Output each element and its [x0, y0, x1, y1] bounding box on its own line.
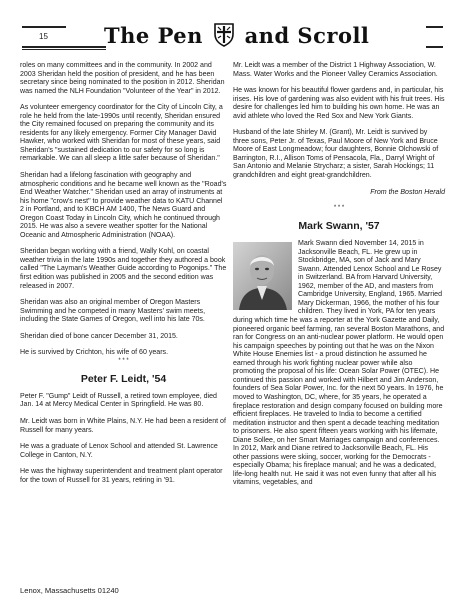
leidt-paragraph: He was the highway superintendent and treatment plant operator for the town of Russell for 31 years, retiring in '91. — [20, 468, 223, 484]
leidt-paragraph: He was known for his beautiful flower gardens and, in particular, his irises. His love of gardening was also evident with his fruit trees. His desire for challenges led him to building his own home. He was an avid athlete who loved the Red Sox and New York Giants. — [233, 87, 445, 120]
leidt-paragraph: He was a graduate of Lenox School and attended St. Lawrence College in Canton, N.Y. — [20, 443, 218, 459]
sheridan-paragraph: roles on many committees and in the community. In 2002 and 2003 Sheridan held the position of president, and he has been secretary since being nominated to the position in 2012. Sheridan was named the NLH Foundation "Volunteer of the Year" in 2012. — [20, 62, 225, 95]
masthead-rule-bottom-left-thin — [22, 49, 106, 50]
section-separator: * * * — [333, 205, 345, 212]
source-credit: From the Boston Herald — [370, 188, 445, 196]
page-number: 15 — [39, 32, 48, 41]
masthead-header — [22, 20, 443, 54]
sheridan-paragraph: Sheridan died of bone cancer December 31, 2015. — [20, 332, 178, 340]
obituary-heading-leidt: Peter F. Leidt, '54 — [80, 372, 167, 385]
right-column — [233, 62, 445, 488]
masthead-rule-top-left — [22, 26, 66, 28]
sheridan-paragraph: As volunteer emergency coordinator for the City of Lincoln City, a role he held from the late-1990s until recently, Sheridan ensured the City remained focused on preparing the community and its residents for any likely emergency. Former City Manager David Hawker, who worked with Sheridan for most of these years, said Sheridan's "sustained dedication to our safety for so long is remarkable. We can all sleep a little safer because of Sheridan." — [20, 104, 223, 163]
portrait-photo — [233, 242, 292, 310]
sheridan-paragraph: Sheridan began working with a friend, Wally Kohl, on coastal weather trivia in the late 1990s and together they authored a book called "The Layman's Weather Guide according to Pogonips." The first edition was published in 2005 and the second edition was released in 2007. — [20, 248, 227, 290]
masthead-title-left: The Pen — [104, 23, 203, 48]
masthead-title — [104, 23, 439, 48]
sheridan-paragraph: Sheridan was also an original member of Oregon Masters Swimming and he competed in many Masters' swim meets, including the State Games of Oregon, well into his late 70s. — [20, 299, 206, 324]
leidt-paragraph: Mr. Leidt was a member of the District 1 Highway Association, W. Mass. Water Works and the Pioneer Valley Ceramics Association. — [233, 62, 438, 78]
leidt-paragraph: Husband of the late Shirley M. (Grant), Mr. Leidt is survived by three sons, Peter Jr. of Texas, Paul Moore of New York and Bruce Moore of East Longmeadow; four daughters, Bonnie Olchowski of Barrington, R.I., Allison Toms of Pensacola, Fla., Darryl Wright of San Antonio and Melanie Strycharz; a sister, Sarah Hockings; 11 grandchildren and eight great-grandchildren. — [233, 129, 439, 180]
leidt-paragraph: Peter F. "Gump" Leidt of Russell, a retired town employee, died Jan. 14 at Mercy Medical Center in Springfield. He was 80. — [20, 392, 217, 409]
swann-paragraph: Mark Swann died November 14, 2015 in Jacksonville Beach, FL. He grew up in Stockbridge, MA, son of Jack and Mary Swann. Attended Lenox School and Le Rosey in Switzerland. BA from Harvard University, 1962, member of the AD, and masters from Cambridge University, England, 1965. Married Mary Dickerman, 1966, the mother of his four children. They lived in York, PA for ten years during which time he was a reporter at the York Gazette and Daily, pioneered organic beef farming, ran several Boston Marathons, and ran for Congress on an anti-nuclear power platform. He would open his campaign speeches by pointing out that he was on the Nixon White House Enemies list - a proud distinction he assumed he earned through his work fighting nuclear power while also promoting the proposal of his life: Ocean Solar Power (OTEC). He continued this passion and worked with Hilbert and Jim Anderson, founders of Sea Solar Power, Inc. for the next 50 years. In 1976, he moved to Washington, DC, where, for 35 years, he operated a fireplace restoration and design company focused on building more efficient fireplaces. He traveled to India to become a certified meditation instructor and then spent a decade teaching meditation to prisoners. He also spent fifteen years working with his lifemate, Diane Sollee, on her Smart Marriages campaign and conferences. In 2012, Mark and Diane retired to Jacksonville Beach, FL. His other passions were skiing, soccer, working for the Democrats - especially Obama; his fireplace manual; and he was a dedicated, life-long health nut. He said it was not even funny that after all his vitamins, vegetables, and — [233, 240, 445, 487]
sheridan-paragraph: He is survived by Crichton, his wife of 60 years. — [20, 349, 169, 357]
shield-crest-icon — [214, 23, 234, 47]
footer-address: Lenox, Massachusetts 01240 — [20, 586, 119, 595]
masthead-rule-bottom-left — [22, 46, 106, 48]
masthead-title-right: and Scroll — [244, 23, 370, 48]
sheridan-paragraph: Sheridan had a lifelong fascination with geography and atmospheric conditions and he became well known as the "Road's End Weather Watcher." Sheridan used an array of instruments at his home "crow's nest" to provide weather data to KATU Channel 2 in Portland, and to KBCH AM 1400, The News Guard and Oregon Coast Today in Lincoln City, which he continued through 2015. He was also a severe weather spotter for the National Oceanic and Atmospheric Administration (NOAA). — [20, 172, 227, 239]
section-separator: * * * — [118, 357, 129, 364]
left-column — [20, 62, 227, 485]
obituary-heading-swann: Mark Swann, '57 — [298, 220, 380, 233]
leidt-paragraph: Mr. Leidt was born in White Plains, N.Y. He had been a resident of Russell for many years. — [20, 417, 226, 434]
